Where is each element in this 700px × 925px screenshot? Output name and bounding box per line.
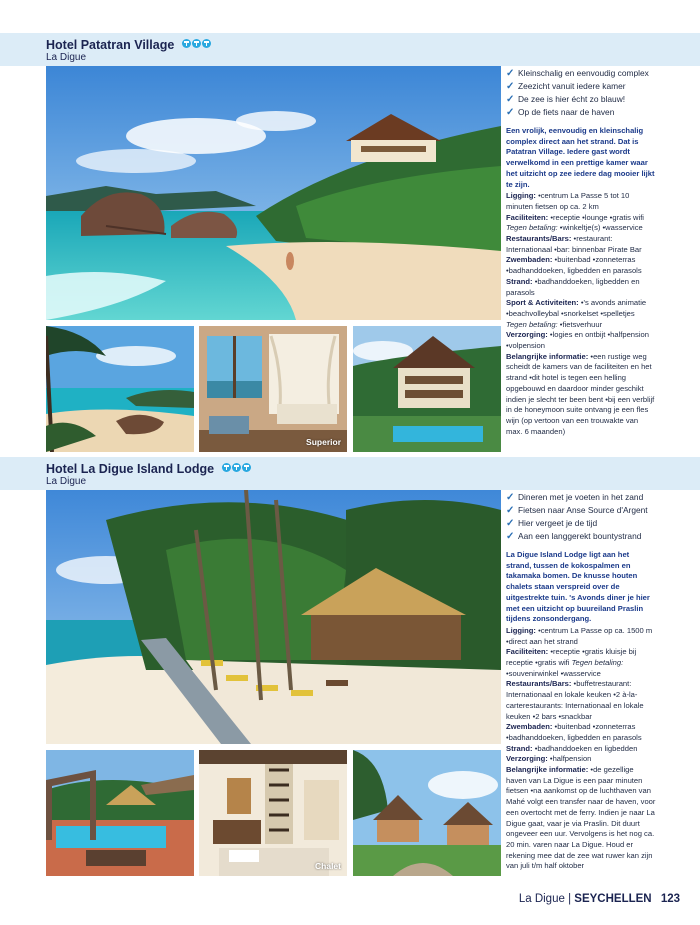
fact-zwembaden: Zwembaden: •buitenbad •zonneterras •badhanddoeken, ligbedden en parasols bbox=[506, 722, 642, 742]
footer-region: La Digue bbox=[518, 893, 565, 905]
fact-ligging: Ligging: •centrum La Passe 5 tot 10 minuten fietsen op ca. 2 km bbox=[506, 191, 630, 211]
photo-caption: Superior bbox=[306, 437, 341, 447]
trident-star-icon bbox=[232, 463, 241, 472]
rating-stars bbox=[222, 461, 252, 475]
hotel-name: Hotel La Digue Island Lodge bbox=[46, 462, 215, 476]
thumb-chalet-interior bbox=[199, 750, 347, 876]
thumb-garden-chalets bbox=[353, 750, 501, 876]
highlight-item: ✓ De zee is hier écht zo blauw! bbox=[506, 94, 626, 105]
highlight-item: ✓ Fietsen naar Anse Source d'Argent bbox=[506, 505, 648, 516]
highlight-item: ✓ Op de fiets naar de haven bbox=[506, 107, 615, 118]
hotel-title bbox=[46, 37, 212, 52]
highlight-item: ✓ Aan een langgerekt bountystrand bbox=[506, 531, 642, 542]
trident-star-icon bbox=[222, 463, 231, 472]
fact-sport: Sport & Activiteiten: •'s avonds animatie •beachvolleybal •snorkelset •spelletjes Tegen betaling: •fietsverhuur bbox=[506, 298, 647, 329]
thumb-room-superior bbox=[199, 326, 347, 452]
trident-star-icon bbox=[192, 39, 201, 48]
fact-zwembaden: Zwembaden: •buitenbad •zonneterras •badhanddoeken, ligbedden en parasols bbox=[506, 255, 642, 276]
hotel-header-band bbox=[0, 33, 700, 66]
hotel-name: Hotel Patatran Village bbox=[46, 38, 175, 52]
highlight-item: ✓ Hier vergeet je de tijd bbox=[506, 518, 598, 529]
checkmark-icon: ✓ bbox=[506, 94, 515, 105]
fact-faciliteiten: Faciliteiten: •receptie •lounge •gratis wifi Tegen betaling: •winkeltje(s) •wasservice bbox=[506, 212, 644, 233]
thumb-beach-palm bbox=[46, 326, 194, 452]
hotel-title bbox=[46, 461, 252, 476]
hotel-location: La Digue bbox=[46, 476, 87, 487]
checkmark-icon: ✓ bbox=[506, 518, 515, 529]
checkmark-icon: ✓ bbox=[506, 81, 515, 92]
checkmark-icon: ✓ bbox=[506, 505, 515, 516]
fact-strand: Strand: •badhanddoeken, ligbedden en parasols bbox=[506, 276, 640, 297]
checkmark-icon: ✓ bbox=[506, 68, 515, 79]
highlight-item: ✓ Dineren met je voeten in het zand bbox=[506, 492, 644, 503]
fact-strand: Strand: •badhanddoeken en ligbedden bbox=[506, 743, 638, 753]
rating-stars bbox=[182, 37, 212, 51]
hotel-location: La Digue bbox=[46, 52, 87, 63]
main-photo-beach-restaurant bbox=[46, 490, 501, 744]
hotel-intro: Een vrolijk, eenvoudig en kleinschalig complex direct aan het strand. Dat is Patatran Village. Iedere gast wordt verwelkomd in een prettige kamer waar het uitzicht op zee iedere dag mooier lijkt te zijn. bbox=[506, 126, 655, 189]
hotel-info-column bbox=[506, 491, 656, 872]
footer-country: SEYCHELLEN bbox=[574, 893, 652, 905]
main-photo-beach bbox=[46, 66, 501, 320]
thumb-hotel-pool bbox=[353, 326, 501, 452]
footer-separator: | bbox=[568, 893, 572, 905]
trident-star-icon bbox=[242, 463, 251, 472]
page-footer bbox=[519, 893, 680, 905]
fact-restaurants: Restaurants/Bars: •restaurant: Internationaal •bar: binnenbar Pirate Bar bbox=[506, 234, 642, 254]
hotel-header-band bbox=[0, 457, 700, 490]
fact-info: Belangrijke informatie: •de gezellige haven van La Digue is een paar minuten fietsen •na aankomst op de luchthaven van Mahé volgt een transfer naar de haven, voor een overtocht met de ferry. Indien je naar La Digue gaat, vaar je via Praslin. Dit duurt ongeveer een uur. Vervolgens is het nog ca. 20 min. varen naar La Digue. Houd er rekening mee dat de zee wat ruwer kan zijn van juli t/m half oktober bbox=[506, 765, 656, 871]
checkmark-icon: ✓ bbox=[506, 492, 515, 503]
trident-star-icon bbox=[202, 39, 211, 48]
fact-info: Belangrijke informatie: •een rustige weg scheidt de kamers van de faciliteiten en het strand •dit hotel is tegen een helling opgebouwd en daardoor minder geschikt indien je slecht ter been bent •bij een verblijf in de honeymoon suite ontvang je een fles wijn (op vertoon van een trouwakte van max. 6 maanden) bbox=[506, 351, 655, 436]
fact-ligging: Ligging: •centrum La Passe op ca. 1500 m •direct aan het strand bbox=[506, 625, 653, 646]
highlight-item: ✓ Zeezicht vanuit iedere kamer bbox=[506, 81, 626, 92]
thumb-pool-pergola bbox=[46, 750, 194, 876]
highlight-item: ✓ Kleinschalig en eenvoudig complex bbox=[506, 68, 649, 79]
hotel-info-column bbox=[506, 67, 656, 437]
checkmark-icon: ✓ bbox=[506, 107, 515, 118]
page-number: 123 bbox=[660, 893, 680, 905]
highlights-list bbox=[506, 491, 656, 543]
checkmark-icon: ✓ bbox=[506, 531, 515, 542]
fact-restaurants: Restaurants/Bars: •buffetrestaurant: Internationaal en lokale keuken •2 à-la-carterestaurants: Internationaal en lokale keuken •2 bars •snackbar bbox=[506, 679, 644, 721]
hotel-intro: La Digue Island Lodge ligt aan het strand, tussen de kokospalmen en takamaka bomen. De knusse houten chalets staan verspreid over de uitgestrekte tuin. 's Avonds diner je hier met een uitzicht op buureiland Praslin tijdens zonsondergang. bbox=[506, 550, 650, 624]
fact-verzorging: Verzorging: •logies en ontbijt •halfpension •volpension bbox=[506, 330, 649, 351]
trident-star-icon bbox=[182, 39, 191, 48]
photo-caption: Chalet bbox=[315, 861, 341, 871]
fact-faciliteiten: Faciliteiten: •receptie •gratis kluisje bij receptie •gratis wifi Tegen betaling: •souvenirwinkel •wasservice bbox=[506, 647, 637, 678]
fact-verzorging: Verzorging: •halfpension bbox=[506, 754, 592, 764]
highlights-list bbox=[506, 67, 656, 119]
